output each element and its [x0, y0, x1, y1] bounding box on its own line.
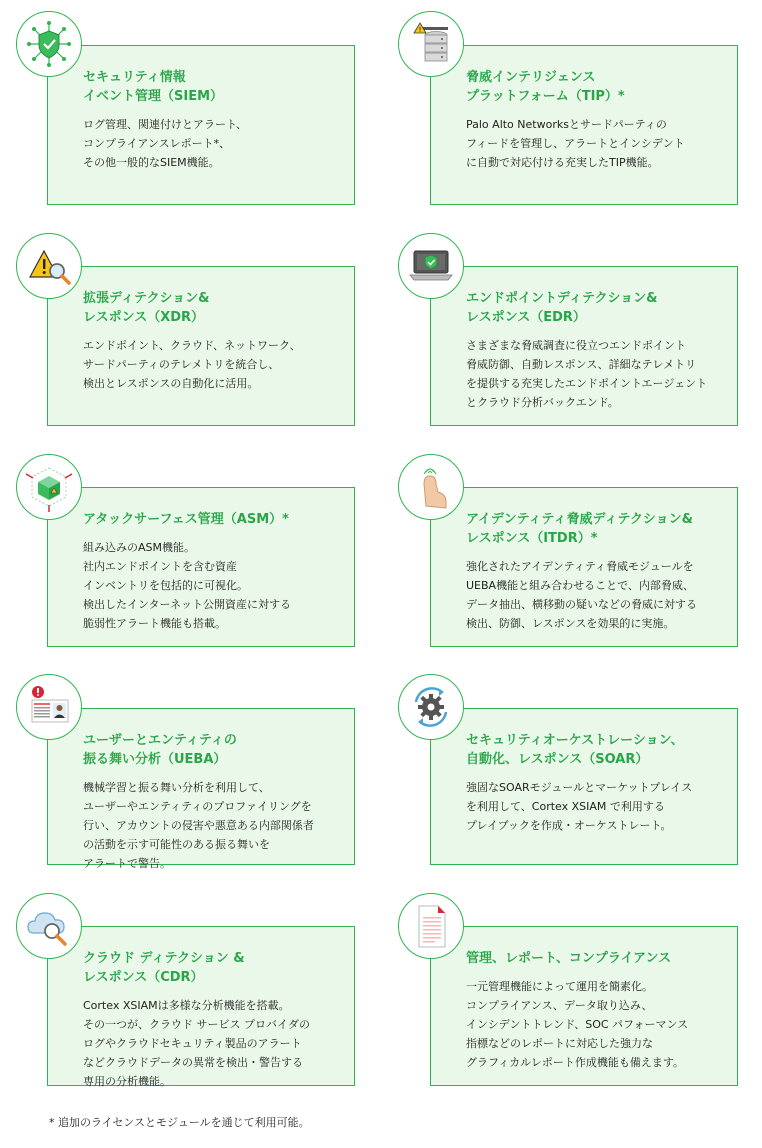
card-xdr	[47, 266, 355, 426]
warning-server-icon	[398, 11, 464, 77]
gear-cycle-icon	[398, 674, 464, 740]
card-body: Palo Alto Networksとサードパーティの フィードを管理し、アラートとインシデント に自動で対応付ける充実したTIP機能。	[466, 118, 685, 169]
laptop-shield-icon	[398, 233, 464, 299]
card-title: 拡張ディテクション& レスポンス（XDR）	[83, 291, 210, 325]
card-soar	[430, 708, 738, 865]
cube-attack-icon	[16, 454, 82, 520]
footnote: * 追加のライセンスとモジュールを通じて利用可能。	[49, 1116, 310, 1129]
card-title: セキュリティ情報 イベント管理（SIEM）	[83, 70, 224, 104]
card-body: 一元管理機能によって運用を簡素化。 コンプライアンス、データ取り込み、 インシデントトレンド、SOC パフォーマンス 指標などのレポートに対応した強力な グラフィカルレポート作成機能も備えます。	[466, 980, 689, 1069]
card-body: さまざまな脅威調査に役立つエンドポイント 脅威防御、自動レスポンス、詳細なテレメトリ を提供する充実したエンドポイントエージェント とクラウド分析バックエンド。	[466, 339, 708, 409]
shield-network-icon	[16, 11, 82, 77]
card-edr	[430, 266, 738, 426]
card-title: アタックサーフェス管理（ASM）*	[83, 512, 289, 527]
card-ueba	[47, 708, 355, 870]
card-title: セキュリティオーケストレーション、 自動化、レスポンス（SOAR）	[466, 733, 684, 767]
card-title: 脅威インテリジェンス プラットフォーム（TIP）*	[466, 70, 625, 104]
svg-text:!: !	[418, 26, 422, 34]
document-report-icon	[398, 893, 464, 959]
card-management	[430, 926, 738, 1086]
warning-magnifier-icon	[16, 233, 82, 299]
card-title: エンドポイントディテクション& レスポンス（EDR）	[466, 291, 658, 325]
card-body: 機械学習と振る舞い分析を利用して、 ユーザーやエンティティのプロファイリングを 行い、アカウントの侵害や悪意ある内部関係者 の活動を示す可能性のある振る舞いを アラートで警告。	[83, 781, 314, 870]
card-body: 強固なSOARモジュールとマーケットプレイス を利用して、Cortex XSIAM で利用する プレイブックを作成・オーケストレート。	[466, 781, 693, 832]
card-tip	[430, 45, 738, 205]
card-title: アイデンティティ脅威ディテクション& レスポンス（ITDR）*	[466, 512, 694, 546]
card-asm	[47, 487, 355, 647]
card-cdr	[47, 926, 355, 1086]
cloud-search-icon	[16, 893, 82, 959]
user-profile-alert-icon	[16, 674, 82, 740]
card-body: 強化されたアイデンティティ脅威モジュールを UEBA機能と組み合わせることで、内部脅威、 データ抽出、横移動の疑いなどの脅威に対する 検出、防御、レスポンスを効果的に実施。	[466, 560, 697, 630]
card-title: クラウド ディテクション & レスポンス（CDR）	[83, 951, 245, 985]
card-body: エンドポイント、クラウド、ネットワーク、 サードパーティのテレメトリを統合し、 検出とレスポンスの自動化に活用。	[83, 339, 301, 390]
card-body: ログ管理、関連付けとアラート、 コンプライアンスレポート*、 その他一般的なSIEM機能。	[83, 118, 248, 169]
card-body: 組み込みのASM機能。 社内エンドポイントを含む資産 インベントリを包括的に可視化。 検出したインターネット公開資産に対する 脆弱性アラート機能も搭載。	[83, 541, 292, 630]
fingerprint-touch-icon	[398, 454, 464, 520]
card-itdr	[430, 487, 738, 647]
card-body: Cortex XSIAMは多様な分析機能を搭載。 その一つが、クラウド サービス プロバイダの ログやクラウドセキュリティ製品のアラート などクラウドデータの異常を検出・警告する 専用の分析機能。	[83, 999, 310, 1088]
card-siem	[47, 45, 355, 205]
card-title: 管理、レポート、コンプライアンス	[466, 951, 672, 966]
card-title: ユーザーとエンティティの 振る舞い分析（UEBA）	[83, 733, 237, 767]
